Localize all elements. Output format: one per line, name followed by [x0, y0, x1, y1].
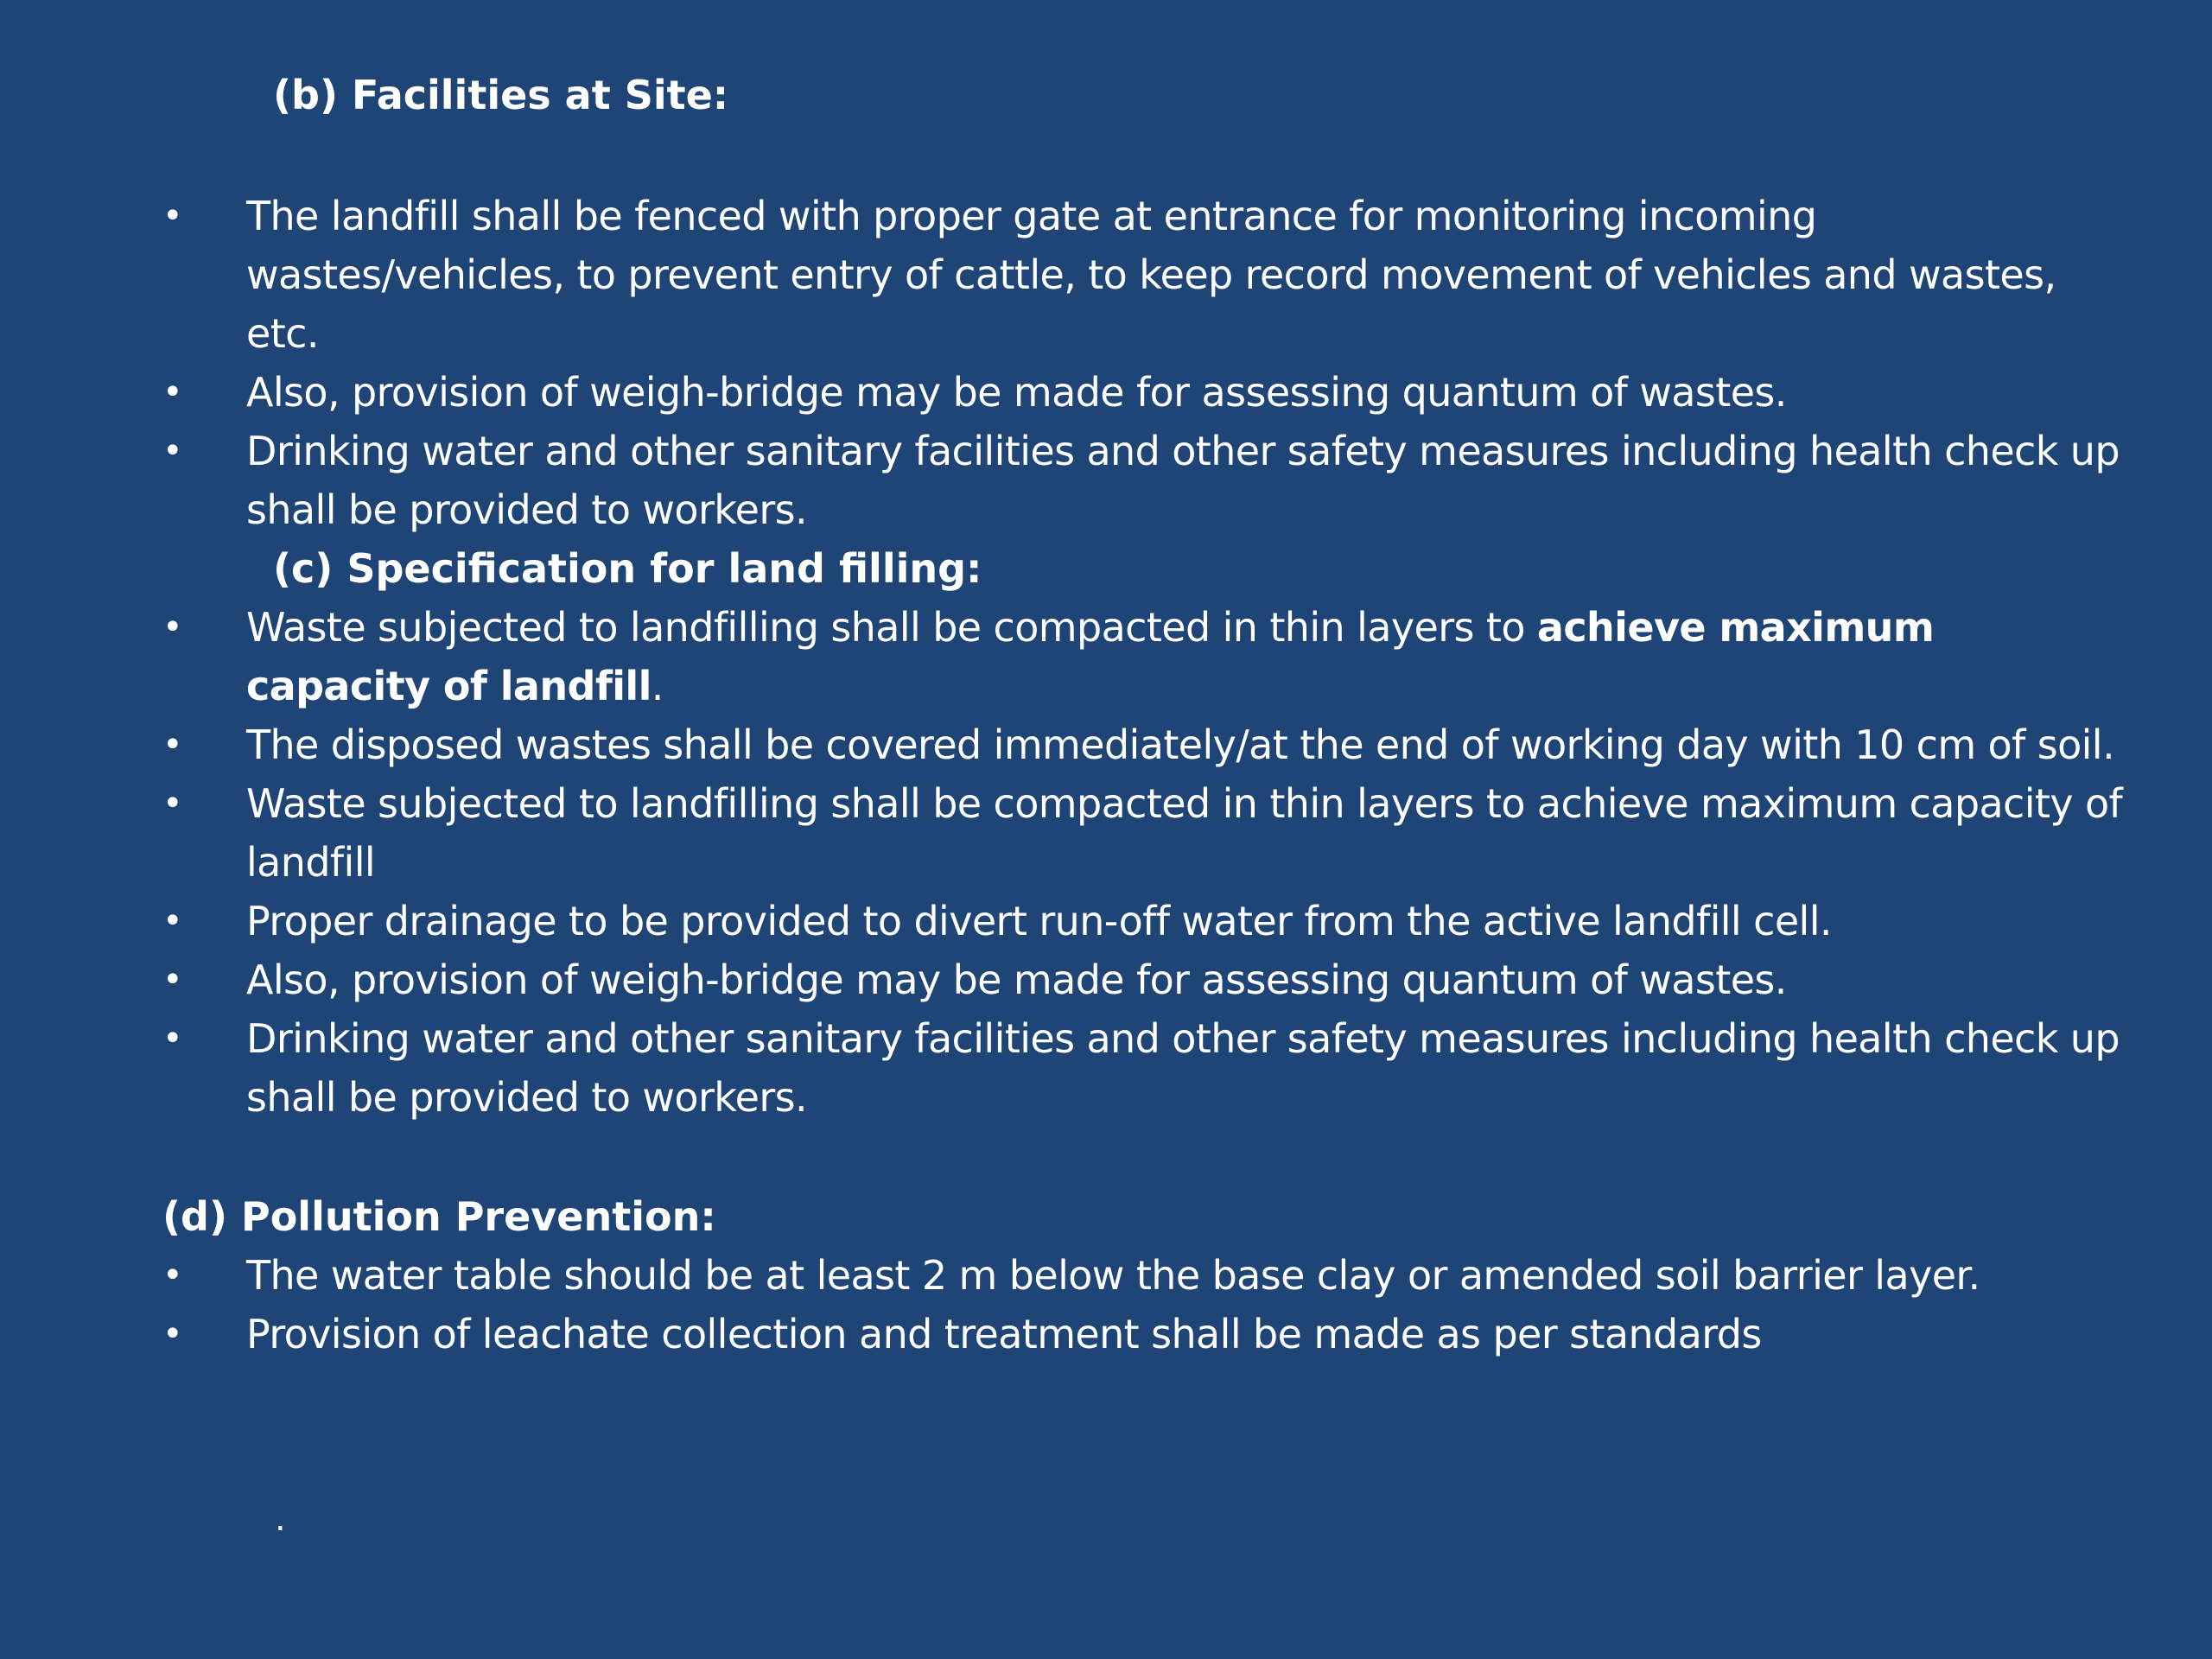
section-d-list — [0, 1246, 2212, 1363]
bullet-icon: • — [162, 607, 182, 647]
list-item — [0, 363, 2130, 422]
bullet-icon: • — [162, 725, 182, 765]
list-item — [0, 1246, 2130, 1305]
list-item — [0, 1009, 2130, 1127]
bullet-icon: • — [162, 431, 182, 471]
list-item-emphasis: achieve maximum capacity of landfill — [246, 604, 1935, 709]
list-item — [0, 598, 2130, 715]
bullet-icon: • — [162, 1019, 182, 1058]
section-c-list — [0, 598, 2212, 1127]
list-item-text: Also, provision of weigh-bridge may be made for assessing quantum of wastes. — [246, 369, 1787, 416]
list-item — [0, 422, 2130, 539]
bullet-icon: • — [162, 196, 182, 236]
list-item — [0, 950, 2130, 1009]
list-item-text: The landfill shall be fenced with proper gate at entrance for monitoring incoming wastes/vehicles, to prevent entry of cattle, to keep record movement of vehicles and wastes, etc. — [246, 193, 2056, 357]
list-item-text: Drinking water and other sanitary facilities and other safety measures including health check up shall be provided to workers. — [246, 428, 2120, 533]
list-item-text: Waste subjected to landfilling shall be compacted in thin layers to achieve maximum capacity of landfill — [246, 780, 2123, 886]
list-item-text: The disposed wastes shall be covered immediately/at the end of working day with 10 cm of soil. — [246, 721, 2115, 768]
list-item-text: Waste subjected to landfilling shall be compacted in thin layers to — [246, 604, 1537, 651]
list-item-text: Also, provision of weigh-bridge may be made for assessing quantum of wastes. — [246, 957, 1787, 1003]
bullet-icon: • — [162, 960, 182, 1000]
list-item — [0, 187, 2130, 363]
bullet-icon: • — [162, 901, 182, 941]
list-item-text: Provision of leachate collection and treatment shall be made as per standards — [246, 1311, 1762, 1357]
list-item-text: Proper drainage to be provided to divert run-off water from the active landfill cell. — [246, 898, 1832, 944]
list-item-text-end: . — [651, 663, 664, 709]
section-d-heading: (d) Pollution Prevention: — [162, 1193, 716, 1240]
list-item-text: Drinking water and other sanitary facilities and other safety measures including health check up shall be provided to workers. — [246, 1015, 2120, 1121]
list-item — [0, 715, 2130, 774]
list-item-text: The water table should be at least 2 m below the base clay or amended soil barrier layer. — [246, 1252, 1980, 1299]
bullet-icon: • — [162, 1255, 182, 1295]
section-b-list — [0, 187, 2212, 539]
list-item — [0, 892, 2130, 950]
section-c-heading: (c) Specification for land filling: — [273, 545, 982, 592]
bullet-icon: • — [162, 784, 182, 823]
bullet-icon: • — [162, 372, 182, 412]
list-item — [0, 1305, 2130, 1363]
section-b-heading: (b) Facilities at Site: — [273, 72, 729, 118]
trailing-mark: . — [275, 1499, 286, 1539]
list-item — [0, 774, 2130, 892]
bullet-icon: • — [162, 1314, 182, 1354]
